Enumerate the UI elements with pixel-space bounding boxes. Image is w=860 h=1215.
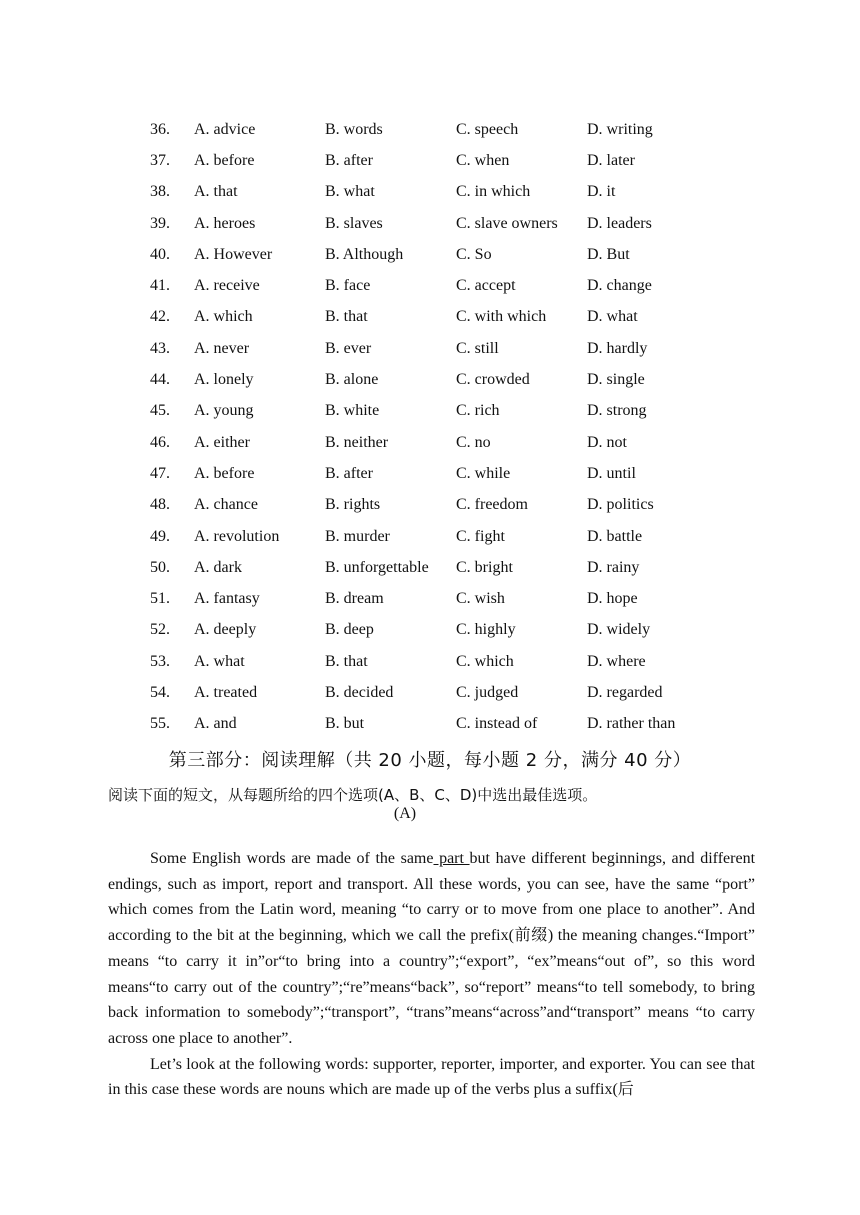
question-row (150, 270, 770, 301)
option-d: D. But (587, 245, 630, 263)
paragraph-1-text-rest: but have different beginnings, and different endings, such as import, report and transport. All these words, you can see, have the same “port” which comes from the Latin word, meaning “to carry or to move from one place to another”. And according to the bit at the beginning, which we call the prefix(前缀) the meaning changes.“Import” means “to carry it in”or“to bring into a country”;“export”, “ex”means“out of”, so this word means“to carry out of the country”;“re”means“back”, so“report” means“to tell somebody, to bring back information to somebody”;“transport”, “trans”means“across”and“transport” means “to carry across one place to another”. (108, 850, 756, 1047)
question-number: 43. (150, 339, 170, 357)
question-row (150, 521, 770, 552)
option-a: A. However (194, 245, 273, 263)
question-number: 40. (150, 245, 170, 263)
option-b: B. unforgettable (325, 558, 429, 576)
option-b: B. that (325, 652, 368, 670)
option-a: A. either (194, 433, 250, 451)
option-c: C. when (456, 151, 510, 169)
option-c: C. which (456, 652, 514, 670)
question-row (150, 427, 770, 458)
option-a: A. what (194, 652, 245, 670)
option-d: D. hope (587, 590, 638, 608)
option-c: C. highly (456, 621, 516, 639)
question-number: 44. (150, 371, 170, 389)
option-d: D. rather than (587, 715, 676, 733)
option-c: C. slave owners (456, 214, 558, 232)
question-row (150, 396, 770, 427)
option-a: A. and (194, 715, 237, 733)
question-row (150, 709, 770, 740)
option-d: D. battle (587, 527, 643, 545)
option-c: C. instead of (456, 715, 538, 733)
option-c: C. with which (456, 308, 547, 326)
option-a: A. before (194, 151, 255, 169)
cloze-options-list (150, 114, 770, 740)
option-b: B. white (325, 402, 380, 420)
question-number: 51. (150, 590, 170, 608)
underlined-word-part: part (433, 850, 470, 867)
option-b: B. after (325, 151, 373, 169)
passage-paragraph-2: Let’s look at the following words: supporter, reporter, importer, and exporter. You can see that in this case these words are nouns which are made up of the verbs plus a suffix(后 (108, 1055, 755, 1099)
option-a: A. advice (194, 120, 256, 138)
option-b: B. rights (325, 496, 381, 514)
option-a: A. that (194, 183, 238, 201)
question-row (150, 364, 770, 395)
question-number: 52. (150, 621, 170, 639)
option-b: B. but (325, 715, 365, 733)
option-a: A. fantasy (194, 590, 260, 608)
option-a: A. deeply (194, 621, 257, 639)
passage-paragraph-1 (108, 846, 755, 1052)
option-a: A. dark (194, 558, 242, 576)
option-b: B. ever (325, 339, 372, 357)
question-number: 42. (150, 308, 170, 326)
option-d: D. leaders (587, 214, 652, 232)
question-row (150, 552, 770, 583)
option-d: D. until (587, 464, 636, 482)
option-c: C. while (456, 464, 511, 482)
question-row (150, 458, 770, 489)
section-title: 第三部分：阅读理解（共 20 小题，每小题 2 分，满分 40 分） (168, 750, 692, 771)
option-a: A. heroes (194, 214, 256, 232)
option-a: A. revolution (194, 527, 280, 545)
option-a: A. lonely (194, 371, 254, 389)
option-c: C. judged (456, 683, 519, 701)
option-c: C. So (456, 245, 492, 263)
question-number: 50. (150, 558, 170, 576)
option-c: C. accept (456, 277, 516, 295)
option-c: C. freedom (456, 496, 528, 514)
question-row (150, 177, 770, 208)
question-number: 41. (150, 277, 170, 295)
option-d: D. politics (587, 496, 654, 514)
option-d: D. change (587, 277, 652, 295)
option-d: D. regarded (587, 683, 663, 701)
question-number: 48. (150, 496, 170, 514)
question-number: 37. (150, 151, 170, 169)
question-number: 54. (150, 683, 170, 701)
question-row (150, 114, 770, 145)
question-row (150, 583, 770, 614)
option-b: B. Although (325, 245, 404, 263)
question-number: 36. (150, 120, 170, 138)
question-number: 53. (150, 652, 170, 670)
option-b: B. slaves (325, 214, 383, 232)
option-b: B. what (325, 183, 375, 201)
question-number: 38. (150, 183, 170, 201)
option-d: D. it (587, 183, 616, 201)
option-d: D. widely (587, 621, 651, 639)
option-b: B. after (325, 464, 373, 482)
option-c: C. still (456, 339, 499, 357)
question-number: 46. (150, 433, 170, 451)
question-number: 39. (150, 214, 170, 232)
passage-label: (A) (393, 805, 417, 822)
question-number: 47. (150, 464, 170, 482)
question-row (150, 145, 770, 176)
question-row (150, 333, 770, 364)
option-b: B. alone (325, 371, 379, 389)
question-number: 45. (150, 402, 170, 420)
option-d: D. what (587, 308, 638, 326)
paragraph-1-text-start: Some English words are made of the same (150, 850, 434, 867)
question-row (150, 302, 770, 333)
option-a: A. receive (194, 277, 260, 295)
question-row (150, 239, 770, 270)
option-c: C. in which (456, 183, 531, 201)
option-a: A. chance (194, 496, 258, 514)
option-d: D. writing (587, 120, 653, 138)
option-a: A. which (194, 308, 253, 326)
option-c: C. no (456, 433, 491, 451)
option-b: B. face (325, 277, 371, 295)
option-c: C. crowded (456, 371, 530, 389)
option-d: D. strong (587, 402, 647, 420)
option-d: D. where (587, 652, 646, 670)
question-number: 55. (150, 715, 170, 733)
option-c: C. speech (456, 120, 519, 138)
option-b: B. deep (325, 621, 374, 639)
option-c: C. wish (456, 590, 505, 608)
option-b: B. neither (325, 433, 389, 451)
option-c: C. fight (456, 527, 505, 545)
option-a: A. young (194, 402, 254, 420)
option-d: D. hardly (587, 339, 648, 357)
option-d: D. rainy (587, 558, 640, 576)
option-b: B. that (325, 308, 368, 326)
option-c: C. bright (456, 558, 513, 576)
option-d: D. single (587, 371, 645, 389)
question-row (150, 615, 770, 646)
option-b: B. dream (325, 590, 384, 608)
question-row (150, 490, 770, 521)
question-row (150, 677, 770, 708)
question-row (150, 208, 770, 239)
option-b: B. words (325, 120, 383, 138)
option-c: C. rich (456, 402, 500, 420)
option-d: D. later (587, 151, 635, 169)
option-d: D. not (587, 433, 627, 451)
option-a: A. treated (194, 683, 258, 701)
section-instruction: 阅读下面的短文，从每题所给的四个选项(A、B、C、D)中选出最佳选项。 (108, 786, 598, 804)
option-a: A. never (194, 339, 250, 357)
question-row (150, 646, 770, 677)
option-b: B. decided (325, 683, 394, 701)
option-a: A. before (194, 464, 255, 482)
question-number: 49. (150, 527, 170, 545)
option-b: B. murder (325, 527, 390, 545)
reading-passage (108, 846, 755, 1103)
